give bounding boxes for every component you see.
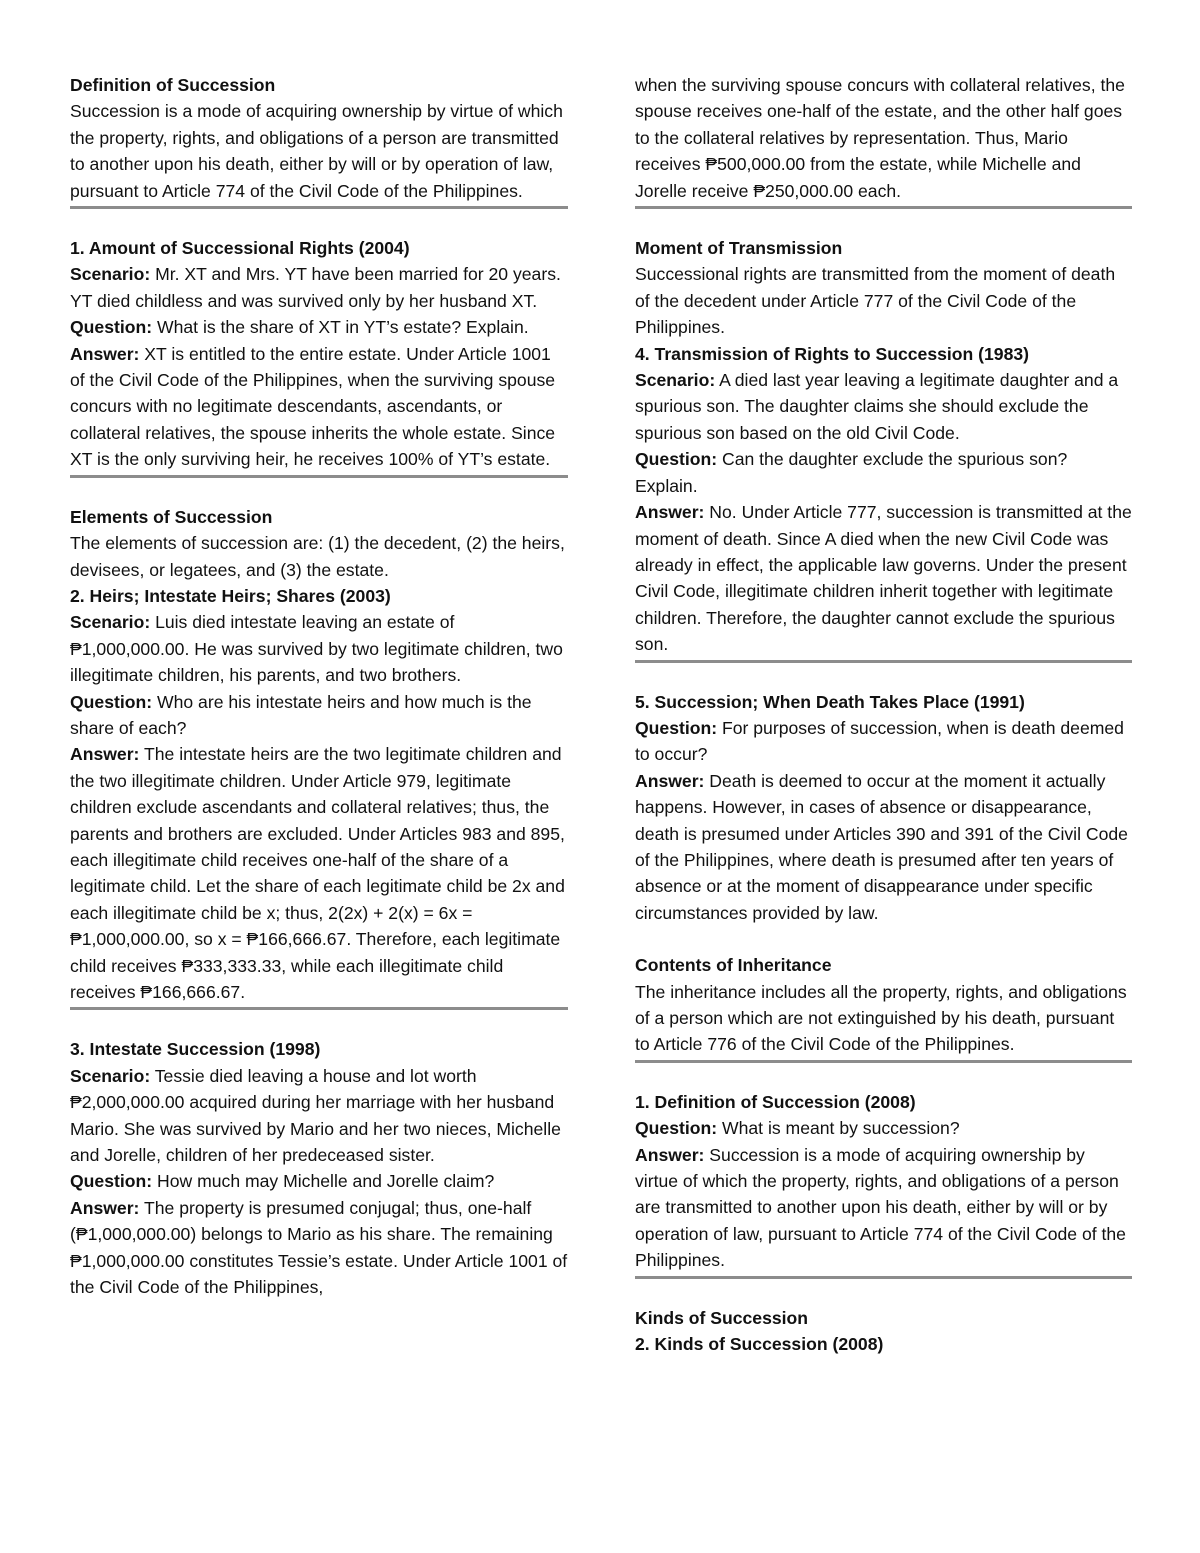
question-paragraph: [635, 1115, 1132, 1141]
section-divider: [70, 206, 568, 209]
paragraph-text: For purposes of succession, when is death deemed to occur?: [635, 717, 1124, 765]
section-5-succession-when-death-takes-place-1991: [635, 689, 1132, 927]
question-paragraph: [635, 446, 1132, 499]
section-divider: [70, 1007, 568, 1010]
body-paragraph: [70, 530, 568, 583]
section-divider: [635, 1060, 1132, 1063]
paragraph-label: Question:: [70, 317, 153, 338]
section-definition-of-succession: [70, 72, 568, 204]
question-paragraph: [70, 1168, 568, 1194]
section-heading: 4. Transmission of Rights to Succession (1983): [635, 343, 1030, 364]
section-moment-of-transmission: [635, 235, 1132, 341]
section-heading: Moment of Transmission: [635, 238, 843, 259]
paragraph-text: How much may Michelle and Jorelle claim?: [152, 1171, 495, 1192]
paragraph-label: Answer:: [70, 1197, 140, 1218]
paragraph-text: Luis died intestate leaving an estate of ₱1,000,000.00. He was survived by two legitimate children, two illegitimate children, his parents, and two brothers.: [70, 612, 563, 686]
paragraph-text: Successional rights are transmitted from the moment of death of the decedent under Article 777 of the Civil Code of the Philippines.: [635, 264, 1116, 338]
paragraph-label: Scenario:: [70, 264, 151, 285]
section-kinds-of-succession: [635, 1305, 1132, 1331]
paragraph-label: Scenario:: [70, 612, 151, 633]
section-2-heirs-intestate-heirs-shares-2003: [70, 583, 568, 1006]
paragraph-label: Question:: [635, 449, 718, 470]
paragraph-text: Who are his intestate heirs and how much is the share of each?: [70, 691, 532, 738]
section-3-intestate-succession-1998: [70, 1036, 568, 1300]
paragraph-label: Question:: [635, 1118, 718, 1139]
left-column: [70, 72, 568, 1300]
paragraph-label: Question:: [70, 1171, 153, 1192]
paragraph-label: Answer:: [635, 502, 705, 523]
paragraph-text: The inheritance includes all the property, rights, and obligations of a person which are not extinguished by his death, pursuant to Article 776 of the Civil Code of the Philippines.: [635, 981, 1127, 1055]
paragraph-text: The intestate heirs are the two legitimate children and the two illegitimate children. Under Article 979, legitimate children exclude ascendants and collateral relatives; thus, the parents and brothers are excluded. Under Articles 983 and 895, each illegitimate child receives one-half of the share of a legitimate child. Let the share of each legitimate child be 2x and each illegitimate child be x; thus, 2(2x) + 2(x) = 6x = ₱1,000,000.00, so x = ₱166,666.67. Therefore, each legitimate child receives ₱333,333.33, while each illegitimate child receives ₱166,666.67.: [70, 744, 565, 1002]
paragraph-text: Succession is a mode of acquiring ownership by virtue of which the property, rights, and obligations of a person are transmitted to another upon his death, either by will or by operation of law, pursuant to Article 774 of the Civil Code of the Philippines.: [70, 101, 563, 201]
section-heading: 5. Succession; When Death Takes Place (1991): [635, 691, 1025, 712]
section-heading: 3. Intestate Succession (1998): [70, 1039, 321, 1060]
body-paragraph: [70, 98, 568, 204]
section-heading: 2. Kinds of Succession (2008): [635, 1334, 884, 1355]
paragraph-text: A died last year leaving a legitimate daughter and a spurious son. The daughter claims she should exclude the spurious son based on the old Civil Code.: [635, 370, 1119, 443]
paragraph-label: Question:: [635, 717, 718, 738]
paragraph-label: Scenario:: [70, 1065, 151, 1086]
section-divider: [70, 475, 568, 478]
section-heading: Kinds of Succession: [635, 1307, 809, 1328]
paragraph-text: Death is deemed to occur at the moment it actually happens. However, in cases of absence or disappearance, death is presumed under Articles 390 and 391 of the Civil Code of the Philippines, where death is presumed after ten years of absence or at the moment of disappearance under specific circumstances provided by law.: [635, 770, 1128, 923]
paragraph-text: Can the daughter exclude the spurious son? Explain.: [635, 449, 1068, 496]
section-heading: 2. Heirs; Intestate Heirs; Shares (2003): [70, 585, 391, 606]
answer-paragraph: [70, 1195, 568, 1301]
paragraph-text: Tessie died leaving a house and lot worth ₱2,000,000.00 acquired during her marriage with her husband Mario. She was survived by Mario and her two nieces, Michelle and Jorelle, children of her predeceased sister.: [70, 1065, 561, 1166]
paragraph-label: Answer:: [70, 744, 140, 765]
paragraph-label: Answer:: [70, 343, 140, 364]
section-contents-of-inheritance: [635, 952, 1132, 1058]
section-elements-of-succession: [70, 504, 568, 583]
right-column: [635, 72, 1132, 1357]
section-1-definition-of-succession-2008: [635, 1089, 1132, 1274]
body-paragraph: [635, 72, 1132, 204]
section-2-kinds-of-succession-2008: [635, 1331, 1132, 1357]
section-heading: Contents of Inheritance: [635, 955, 832, 976]
section-spacer: [635, 926, 1132, 952]
section-continued: [635, 72, 1132, 204]
scenario-paragraph: [70, 261, 568, 314]
paragraph-text: What is meant by succession?: [717, 1118, 960, 1139]
paragraph-label: Question:: [70, 691, 153, 712]
question-paragraph: [70, 314, 568, 340]
section-heading: Elements of Succession: [70, 506, 273, 527]
question-paragraph: [70, 689, 568, 742]
answer-paragraph: [635, 499, 1132, 657]
body-paragraph: [635, 979, 1132, 1058]
paragraph-text: Succession is a mode of acquiring ownership by virtue of which the property, rights, and obligations of a person are transmitted to another upon his death, either by will or by operation of law, pursuant to Article 774 of the Civil Code of the Philippines.: [635, 1144, 1126, 1271]
section-divider: [635, 1276, 1132, 1279]
section-heading: 1. Definition of Succession (2008): [635, 1091, 916, 1112]
answer-paragraph: [635, 768, 1132, 926]
answer-paragraph: [635, 1142, 1132, 1274]
paragraph-text: The property is presumed conjugal; thus, one-half (₱1,000,000.00) belongs to Mario as his share. The remaining ₱1,000,000.00 constitutes Tessie’s estate. Under Article 1001 of the Civil Code of the Philippines,: [70, 1197, 568, 1298]
body-paragraph: [635, 261, 1132, 340]
paragraph-label: Scenario:: [635, 370, 716, 391]
paragraph-text: The elements of succession are: (1) the decedent, (2) the heirs, devisees, or legatees, and (3) the estate.: [70, 533, 565, 580]
answer-paragraph: [70, 341, 568, 473]
scenario-paragraph: [70, 609, 568, 688]
scenario-paragraph: [70, 1063, 568, 1169]
paragraph-label: Answer:: [635, 770, 705, 791]
section-heading: Definition of Succession: [70, 75, 276, 95]
paragraph-text: XT is entitled to the entire estate. Under Article 1001 of the Civil Code of the Philippines, when the surviving spouse concurs with no legitimate descendants, ascendants, or collateral relatives, the spouse inherits the whole estate. Since XT is the only surviving heir, he receives 100% of YT’s estate.: [70, 343, 556, 470]
scenario-paragraph: [635, 367, 1132, 446]
paragraph-label: Answer:: [635, 1144, 705, 1165]
question-paragraph: [635, 715, 1132, 768]
paragraph-text: when the surviving spouse concurs with collateral relatives, the spouse receives one-half of the estate, and the other half goes to the collateral relatives by representation. Thus, Mario receives ₱500,000.00 from the estate, while Michelle and Jorelle receive ₱250,000.00 each.: [635, 75, 1125, 201]
section-heading: 1. Amount of Successional Rights (2004): [70, 238, 410, 259]
section-divider: [635, 660, 1132, 663]
paragraph-text: Mr. XT and Mrs. YT have been married for 20 years. YT died childless and was survived only by her husband XT.: [70, 264, 561, 311]
section-4-transmission-of-rights-to-succession-1983: [635, 341, 1132, 658]
section-divider: [635, 206, 1132, 209]
paragraph-text: What is the share of XT in YT’s estate? Explain.: [152, 317, 529, 338]
section-1-amount-of-successional-rights-2004: [70, 235, 568, 473]
answer-paragraph: [70, 741, 568, 1005]
paragraph-text: No. Under Article 777, succession is transmitted at the moment of death. Since A died when the new Civil Code was already in effect, the applicable law governs. Under the present Civil Code, illegitimate children inherit together with legitimate children. Therefore, the daughter cannot exclude the spurious son.: [635, 502, 1132, 655]
